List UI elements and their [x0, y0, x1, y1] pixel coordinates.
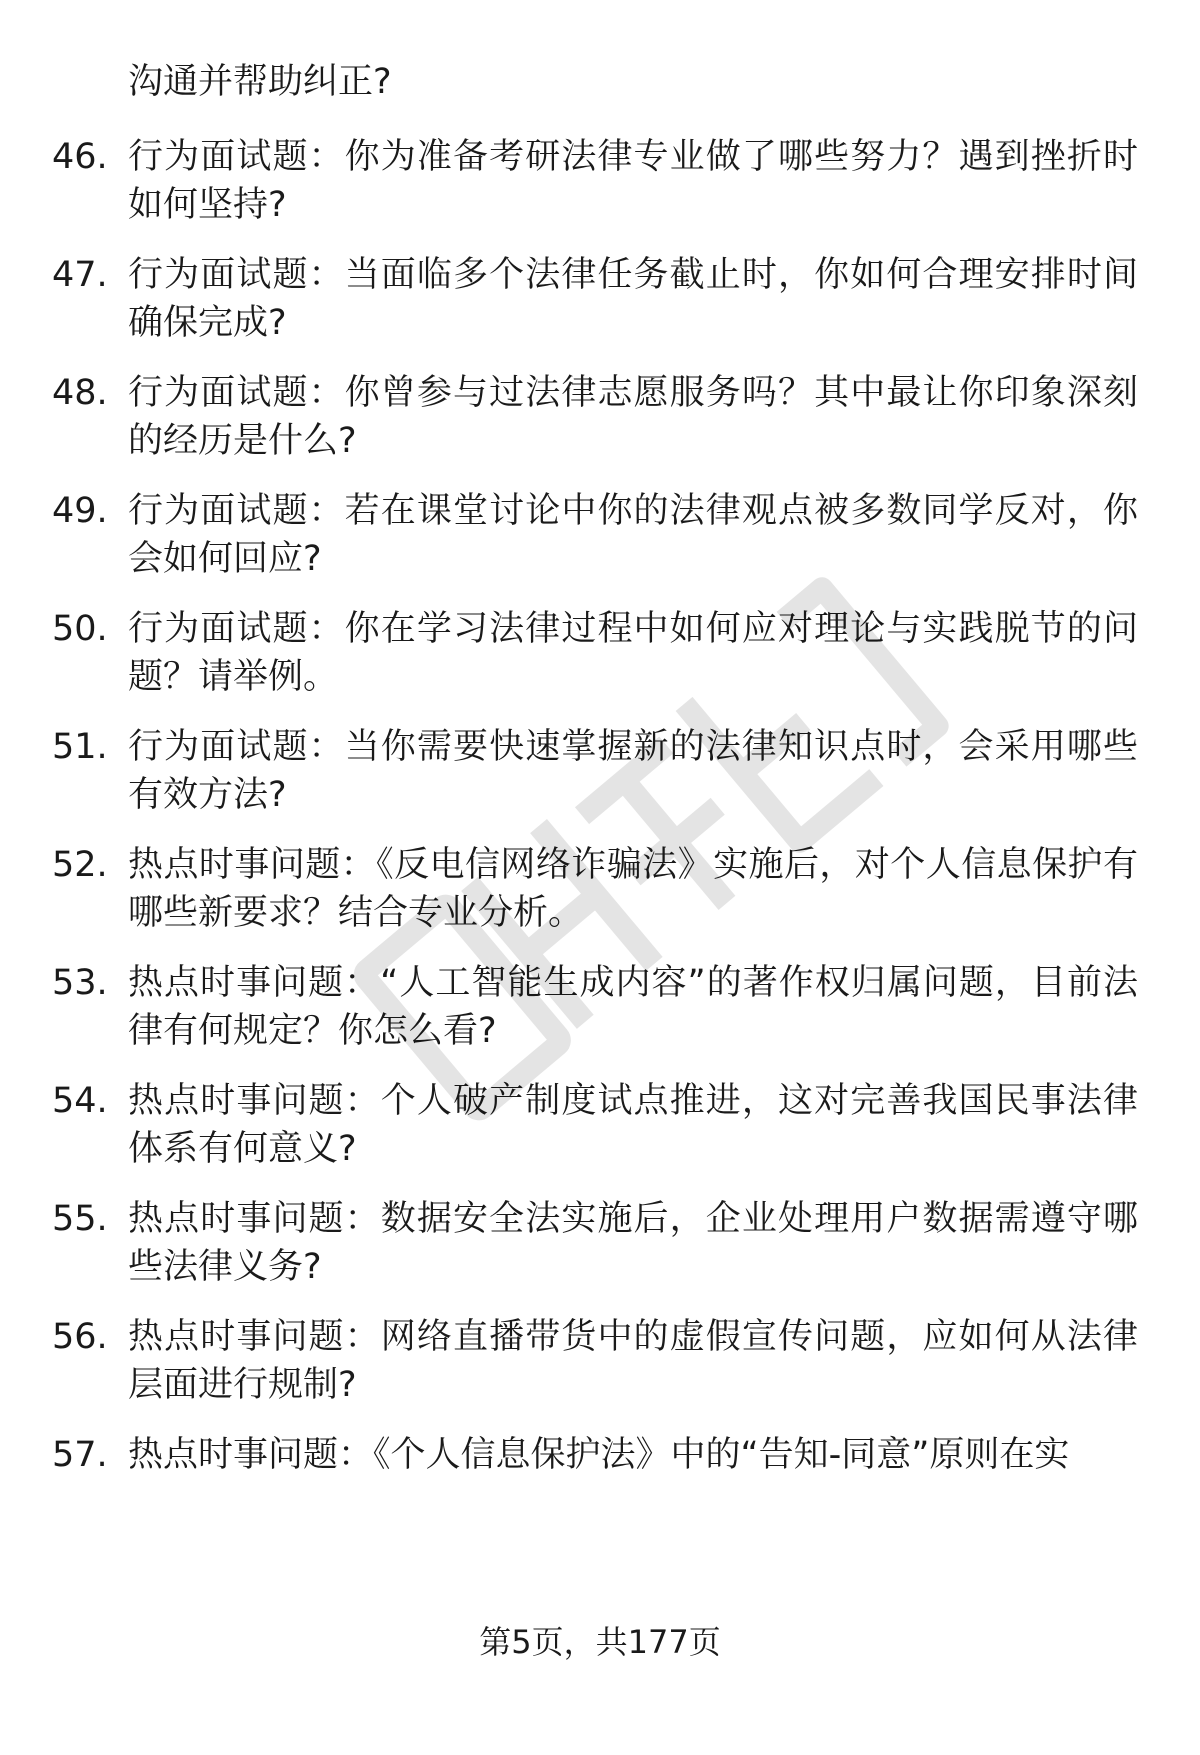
- question-number: 46.: [52, 137, 108, 177]
- list-item: [0, 1431, 1200, 1531]
- question-text: 热点时事问题：数据安全法实施后，企业处理用户数据需遵守哪些法律义务?: [128, 1199, 1138, 1287]
- question-text: 热点时事问题：“人工智能生成内容”的著作权归属问题，目前法律有何规定？你怎么看?: [128, 963, 1138, 1051]
- question-number: 49.: [52, 491, 108, 531]
- question-text: 行为面试题：你曾参与过法律志愿服务吗？其中最让你印象深刻的经历是什么?: [128, 373, 1138, 461]
- continuation-text: 沟通并帮助纠正?: [128, 62, 392, 102]
- question-number: 55.: [52, 1199, 108, 1239]
- question-number: 47.: [52, 255, 108, 295]
- list-item: [0, 487, 1200, 587]
- question-number: 57.: [52, 1435, 108, 1475]
- question-number: 54.: [52, 1081, 108, 1121]
- list-item: [0, 251, 1200, 351]
- list-item: [0, 841, 1200, 941]
- question-text: 热点时事问题：《反电信网络诈骗法》实施后，对个人信息保护有哪些新要求？结合专业分析。: [128, 845, 1138, 933]
- question-number: 48.: [52, 373, 108, 413]
- list-item: [0, 723, 1200, 823]
- question-text: 行为面试题：当你需要快速掌握新的法律知识点时，会采用哪些有效方法?: [128, 727, 1138, 815]
- list-item: [0, 605, 1200, 705]
- list-item: [0, 959, 1200, 1059]
- list-item: [0, 133, 1200, 233]
- question-number: 53.: [52, 963, 108, 1003]
- question-number: 56.: [52, 1317, 108, 1357]
- question-text: 行为面试题：若在课堂讨论中你的法律观点被多数同学反对，你会如何回应?: [128, 491, 1138, 579]
- question-text: 行为面试题：当面临多个法律任务截止时，你如何合理安排时间确保完成?: [128, 255, 1138, 343]
- question-text: 行为面试题：你在学习法律过程中如何应对理论与实践脱节的问题？请举例。: [128, 609, 1138, 697]
- list-item: [0, 1195, 1200, 1295]
- list-item: [0, 1313, 1200, 1413]
- list-item: [0, 369, 1200, 469]
- page-footer: 第5页，共177页: [479, 1623, 721, 1661]
- question-number: 52.: [52, 845, 108, 885]
- question-number: 51.: [52, 727, 108, 767]
- question-text: 行为面试题：你为准备考研法律专业做了哪些努力？遇到挫折时如何坚持?: [128, 137, 1138, 225]
- question-text: 热点时事问题：个人破产制度试点推进，这对完善我国民事法律体系有何意义?: [128, 1081, 1138, 1169]
- question-text: 热点时事问题：网络直播带货中的虚假宣传问题，应如何从法律层面进行规制?: [128, 1317, 1138, 1405]
- question-number: 50.: [52, 609, 108, 649]
- question-text: 热点时事问题：《个人信息保护法》中的“告知-同意”原则在实: [128, 1435, 1070, 1475]
- list-item: [0, 1077, 1200, 1177]
